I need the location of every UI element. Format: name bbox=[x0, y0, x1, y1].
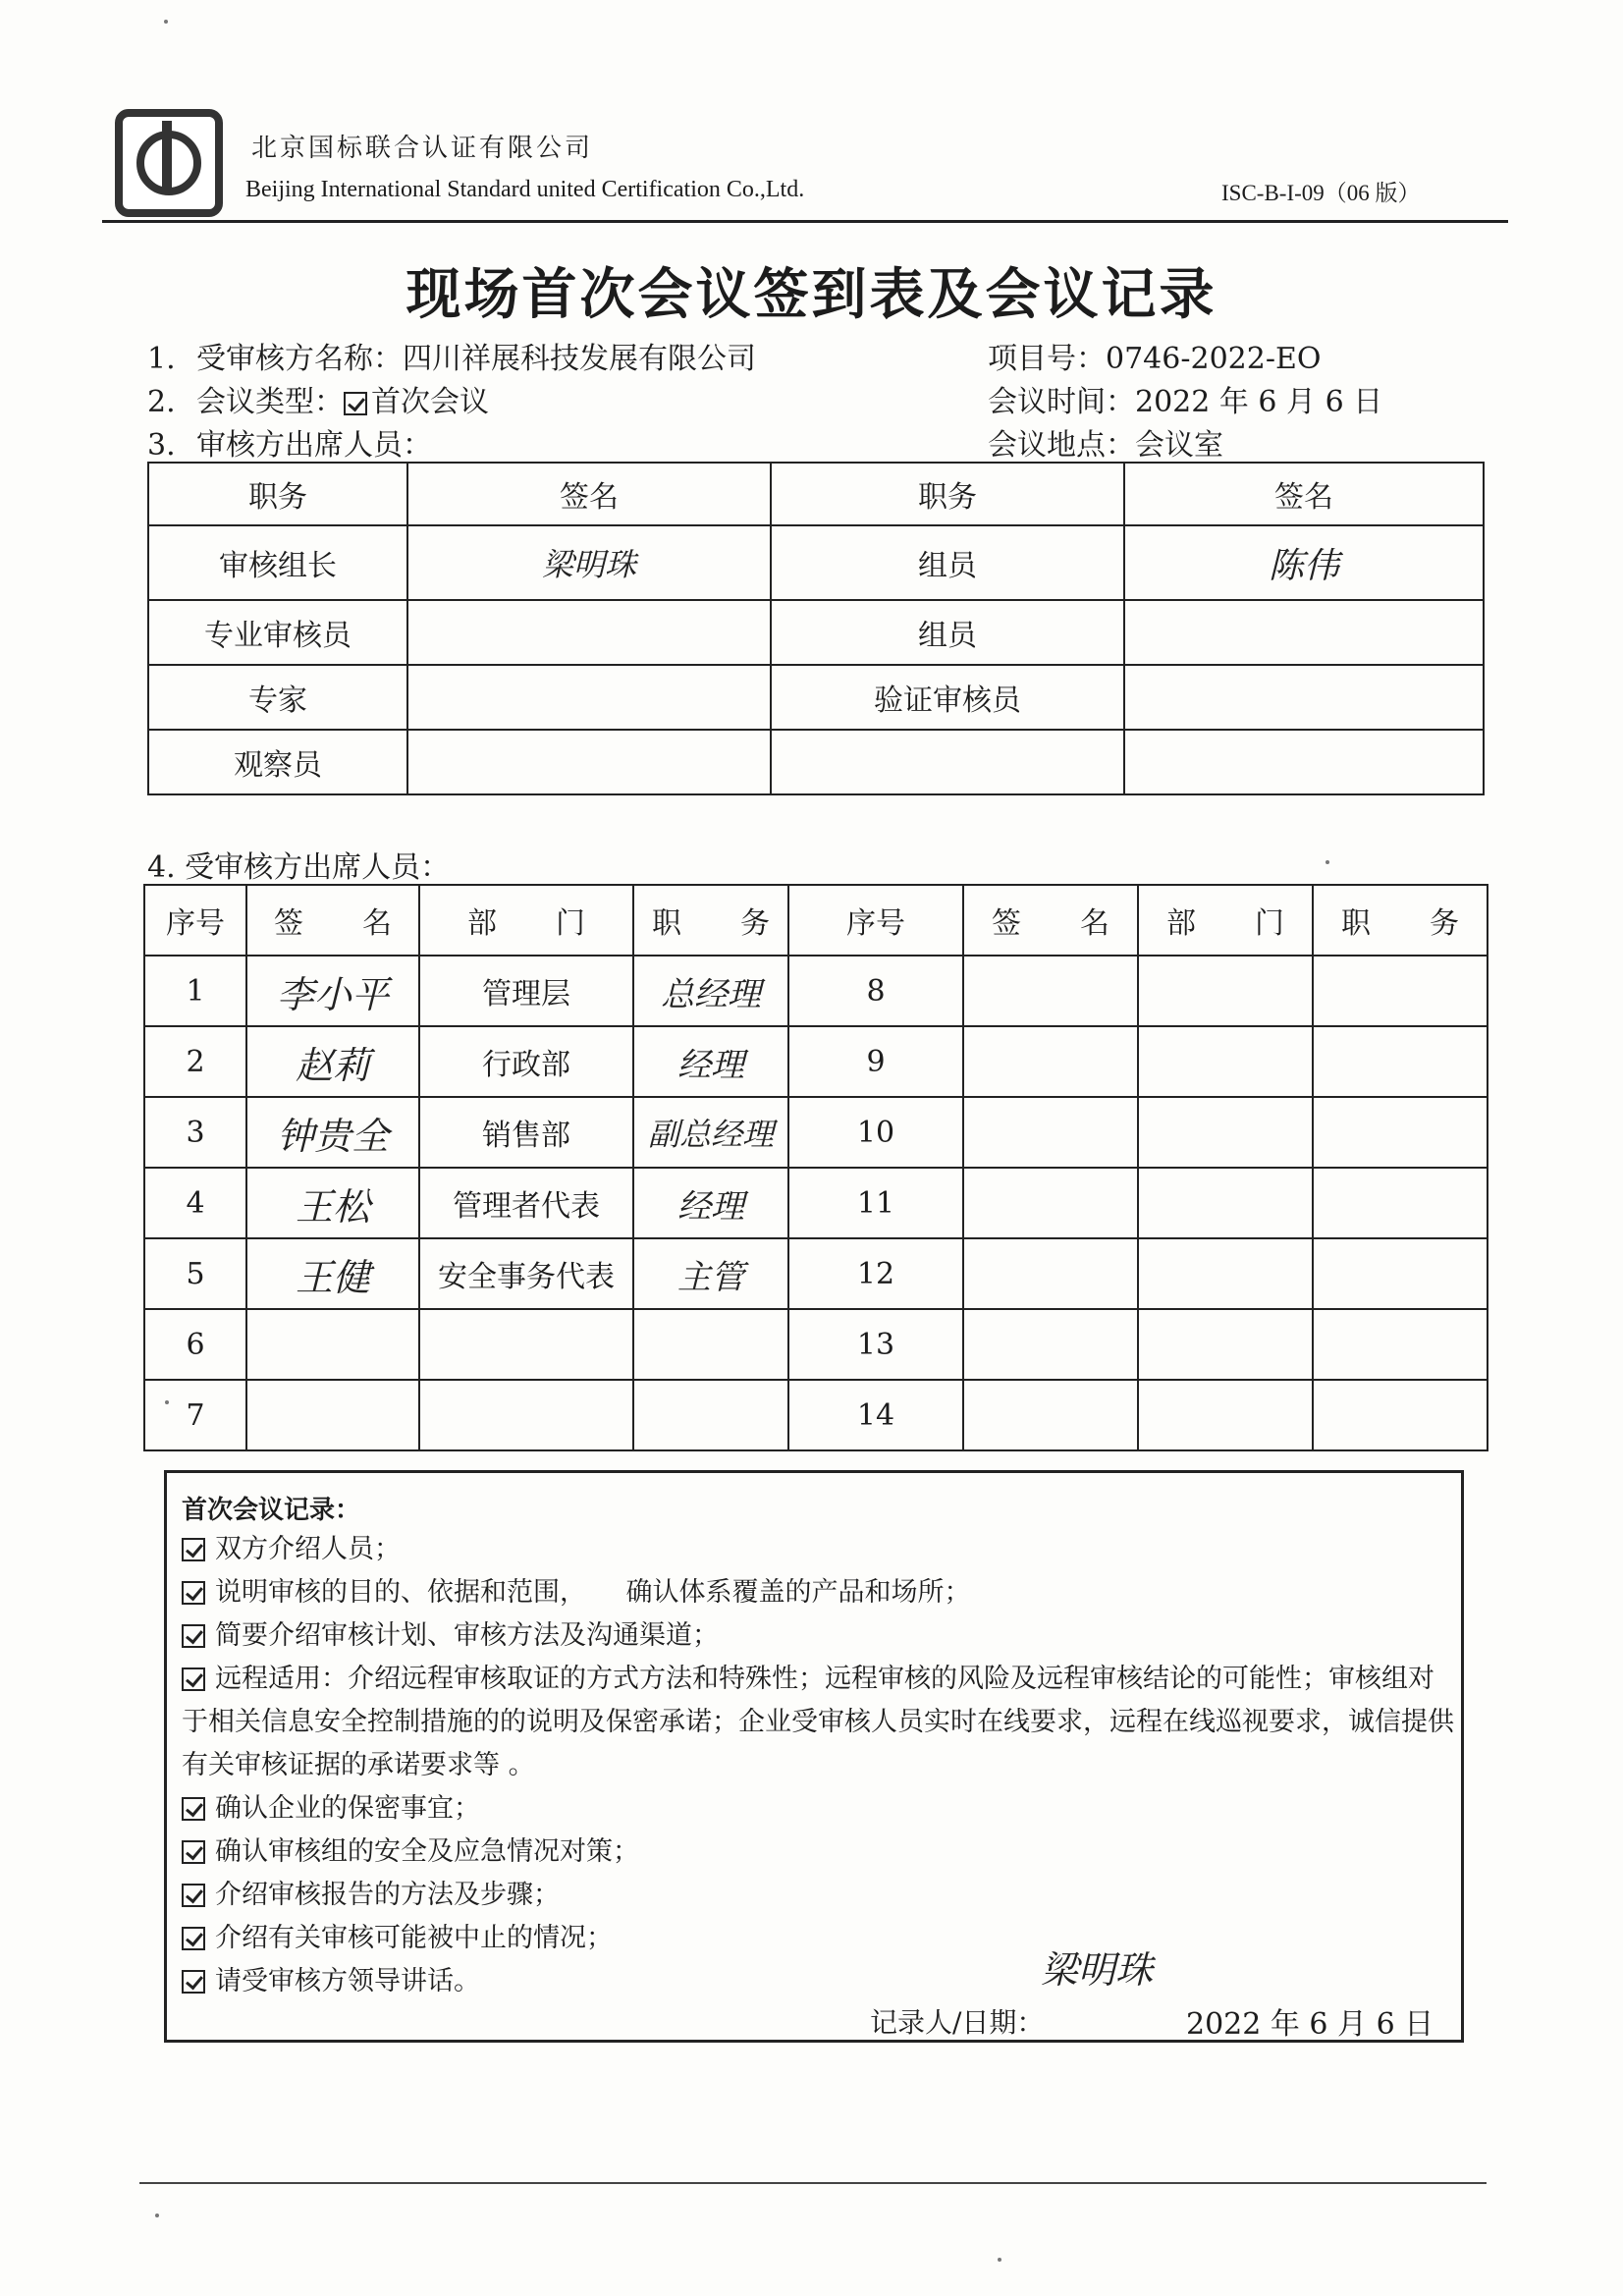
record-item-text: 请受审核方领导讲话。 bbox=[215, 1966, 480, 1996]
project-label: 项目号： bbox=[988, 342, 1106, 376]
auditee-label: 受审核方名称： bbox=[196, 342, 403, 376]
document-code: ISC-B-I-09（06 版） bbox=[1221, 181, 1421, 205]
table-row bbox=[144, 1168, 1488, 1238]
table-header-row bbox=[144, 885, 1488, 956]
header-role: 职务 bbox=[148, 463, 407, 525]
record-title: 首次会议记录： bbox=[182, 1496, 361, 1525]
position-cell: 经理 bbox=[633, 1168, 788, 1238]
company-logo bbox=[115, 109, 223, 217]
seq-cell: 7 bbox=[144, 1380, 246, 1450]
auditee-attendance-table bbox=[143, 884, 1488, 1451]
position-cell bbox=[1313, 1026, 1488, 1097]
seq-cell: 8 bbox=[788, 956, 963, 1026]
footer-divider bbox=[139, 2182, 1487, 2184]
auditee-attendees-label: 4. 受审核方出席人员： bbox=[147, 850, 451, 885]
signature-cell: 陈伟 bbox=[1124, 525, 1484, 600]
seq-cell: 6 bbox=[144, 1309, 246, 1380]
department-cell bbox=[419, 1309, 633, 1380]
seq-cell: 9 bbox=[788, 1026, 963, 1097]
table-row bbox=[144, 1097, 1488, 1168]
signature-cell: 梁明珠 bbox=[407, 525, 771, 600]
header-signature: 签 名 bbox=[963, 885, 1138, 956]
record-item bbox=[182, 1528, 1458, 1571]
seq-cell: 2 bbox=[144, 1026, 246, 1097]
department-cell bbox=[1138, 1380, 1313, 1450]
seq-cell: 12 bbox=[788, 1238, 963, 1309]
role-cell bbox=[771, 730, 1124, 794]
department-cell bbox=[1138, 1309, 1313, 1380]
seq-cell: 14 bbox=[788, 1380, 963, 1450]
checkbox-checked-icon bbox=[182, 1840, 205, 1864]
table-row bbox=[148, 600, 1484, 665]
department-cell: 行政部 bbox=[419, 1026, 633, 1097]
position-cell: 主管 bbox=[633, 1238, 788, 1309]
company-name-cn: 北京国标联合认证有限公司 bbox=[251, 134, 594, 163]
role-cell: 审核组长 bbox=[148, 525, 407, 600]
record-item-text: 双方介绍人员； bbox=[215, 1534, 401, 1564]
department-cell bbox=[1138, 1238, 1313, 1309]
record-item-text: 简要介绍审核计划、审核方法及沟通渠道； bbox=[215, 1620, 719, 1651]
item-number: 3. bbox=[147, 428, 176, 463]
role-cell: 观察员 bbox=[148, 730, 407, 794]
record-item bbox=[182, 1960, 1458, 2003]
position-cell: 经理 bbox=[633, 1026, 788, 1097]
record-item-text: 介绍审核报告的方法及步骤； bbox=[215, 1880, 560, 1910]
signature-cell: 李小平 bbox=[246, 956, 419, 1026]
record-item bbox=[182, 1917, 1458, 1960]
table-row bbox=[144, 956, 1488, 1026]
department-cell bbox=[1138, 1168, 1313, 1238]
record-item bbox=[182, 1874, 1458, 1917]
scan-speck bbox=[155, 2214, 159, 2217]
seq-cell: 1 bbox=[144, 956, 246, 1026]
auditee-name-line bbox=[147, 334, 756, 377]
role-cell: 验证审核员 bbox=[771, 665, 1124, 730]
position-cell bbox=[1313, 956, 1488, 1026]
seq-cell: 4 bbox=[144, 1168, 246, 1238]
meeting-type-value: 首次会议 bbox=[371, 385, 489, 419]
role-cell: 组员 bbox=[771, 600, 1124, 665]
logo-bar-icon bbox=[162, 121, 172, 191]
header-signature: 签名 bbox=[407, 463, 771, 525]
signature-cell bbox=[963, 1380, 1138, 1450]
header-department: 部 门 bbox=[419, 885, 633, 956]
checkbox-checked-icon bbox=[182, 1797, 205, 1821]
record-item-text: 远程适用：介绍远程审核取证的方式方法和特殊性；远程审核的风险及远程审核结论的可能性；审核组对于相关信息安全控制措施的的说明及保密承诺；企业受审核人员实时在线要求，远程在线巡视要求，诚信提供有关审核证据的承诺要求等 。 bbox=[182, 1664, 1454, 1780]
meeting-location-value: 会议室 bbox=[1135, 428, 1223, 463]
signature-cell bbox=[963, 1168, 1138, 1238]
seq-cell: 5 bbox=[144, 1238, 246, 1309]
position-cell bbox=[633, 1309, 788, 1380]
header-role: 职务 bbox=[771, 463, 1124, 525]
table-row bbox=[148, 730, 1484, 794]
position-cell bbox=[633, 1380, 788, 1450]
table-row bbox=[148, 525, 1484, 600]
table-row bbox=[144, 1026, 1488, 1097]
checkbox-checked-icon bbox=[182, 1884, 205, 1907]
meeting-location-line bbox=[988, 420, 1223, 464]
role-cell: 专业审核员 bbox=[148, 600, 407, 665]
seq-cell: 3 bbox=[144, 1097, 246, 1168]
header-position: 职 务 bbox=[633, 885, 788, 956]
scan-speck bbox=[164, 20, 168, 24]
record-item bbox=[182, 1831, 1458, 1874]
scan-speck bbox=[998, 2258, 1001, 2262]
meeting-time-line bbox=[988, 377, 1382, 420]
scan-speck bbox=[165, 1400, 169, 1404]
recorder-date: 2022 年 6 月 6 日 bbox=[1186, 2007, 1434, 2042]
signature-cell bbox=[407, 665, 771, 730]
signature-cell bbox=[407, 730, 771, 794]
checkbox-checked-icon bbox=[182, 1667, 205, 1691]
header-seq: 序号 bbox=[788, 885, 963, 956]
position-cell: 副总经理 bbox=[633, 1097, 788, 1168]
auditor-attendance-table bbox=[147, 462, 1485, 795]
header-position: 职 务 bbox=[1313, 885, 1488, 956]
company-name-en: Beijing International Standard united Certification Co.,Ltd. bbox=[245, 177, 805, 202]
position-cell bbox=[1313, 1097, 1488, 1168]
position-cell: 总经理 bbox=[633, 956, 788, 1026]
record-item bbox=[182, 1571, 1458, 1614]
record-item-text: 说明审核的目的、依据和范围， 确认体系覆盖的产品和场所； bbox=[215, 1577, 971, 1608]
checkbox-checked-icon bbox=[182, 1624, 205, 1648]
table-row bbox=[144, 1380, 1488, 1450]
record-item-remote bbox=[182, 1658, 1458, 1787]
signature-cell bbox=[963, 1238, 1138, 1309]
recorder-signature: 梁明珠 bbox=[1041, 1948, 1154, 1992]
position-cell bbox=[1313, 1168, 1488, 1238]
position-cell bbox=[1313, 1238, 1488, 1309]
record-item-text: 确认审核组的安全及应急情况对策； bbox=[215, 1836, 639, 1867]
header-department: 部 门 bbox=[1138, 885, 1313, 956]
signature-cell: 王松 bbox=[246, 1168, 419, 1238]
seq-cell: 11 bbox=[788, 1168, 963, 1238]
position-cell bbox=[1313, 1309, 1488, 1380]
meeting-time-value: 2022 年 6 月 6 日 bbox=[1135, 385, 1383, 419]
table-header-row bbox=[148, 463, 1484, 525]
checkbox-checked-icon bbox=[344, 392, 367, 415]
department-cell bbox=[419, 1380, 633, 1450]
recorder-label: 记录人/日期： bbox=[870, 2006, 1045, 2039]
department-cell bbox=[1138, 1026, 1313, 1097]
department-cell: 管理层 bbox=[419, 956, 633, 1026]
table-row bbox=[144, 1238, 1488, 1309]
checkbox-checked-icon bbox=[182, 1538, 205, 1561]
scan-speck bbox=[1325, 860, 1329, 864]
meeting-type-label: 会议类型： bbox=[196, 385, 344, 419]
header-divider bbox=[102, 220, 1508, 223]
signature-cell bbox=[1124, 600, 1484, 665]
record-item-text: 介绍有关审核可能被中止的情况； bbox=[215, 1923, 613, 1953]
auditor-attendees-label: 审核方出席人员： bbox=[196, 428, 432, 463]
signature-cell bbox=[407, 600, 771, 665]
department-cell: 销售部 bbox=[419, 1097, 633, 1168]
role-cell: 组员 bbox=[771, 525, 1124, 600]
signature-cell bbox=[963, 956, 1138, 1026]
signature-cell bbox=[963, 1026, 1138, 1097]
header-seq: 序号 bbox=[144, 885, 246, 956]
header-signature: 签名 bbox=[1124, 463, 1484, 525]
table-row bbox=[148, 665, 1484, 730]
checkbox-checked-icon bbox=[182, 1970, 205, 1994]
header-signature: 签 名 bbox=[246, 885, 419, 956]
page-title: 现场首次会议签到表及会议记录 bbox=[406, 263, 1217, 327]
item-number: 2. bbox=[147, 385, 176, 419]
record-item bbox=[182, 1614, 1458, 1658]
meeting-location-label: 会议地点： bbox=[988, 428, 1135, 463]
meeting-type-line bbox=[147, 377, 489, 420]
signature-cell bbox=[1124, 665, 1484, 730]
checkbox-checked-icon bbox=[182, 1927, 205, 1950]
department-cell: 管理者代表 bbox=[419, 1168, 633, 1238]
record-item bbox=[182, 1787, 1458, 1831]
signature-cell bbox=[963, 1309, 1138, 1380]
project-number-line bbox=[988, 334, 1321, 377]
item-number: 1. bbox=[147, 342, 176, 376]
meeting-time-label: 会议时间： bbox=[988, 385, 1135, 419]
department-cell bbox=[1138, 956, 1313, 1026]
role-cell: 专家 bbox=[148, 665, 407, 730]
signature-cell bbox=[246, 1380, 419, 1450]
project-value: 0746-2022-EO bbox=[1106, 342, 1322, 376]
signature-cell: 王健 bbox=[246, 1238, 419, 1309]
department-cell: 安全事务代表 bbox=[419, 1238, 633, 1309]
department-cell bbox=[1138, 1097, 1313, 1168]
record-item-text: 确认企业的保密事宜； bbox=[215, 1793, 480, 1824]
seq-cell: 10 bbox=[788, 1097, 963, 1168]
signature-cell: 赵莉 bbox=[246, 1026, 419, 1097]
auditee-value: 四川祥展科技发展有限公司 bbox=[403, 342, 756, 376]
signature-cell bbox=[1124, 730, 1484, 794]
checkbox-checked-icon bbox=[182, 1581, 205, 1605]
signature-cell bbox=[963, 1097, 1138, 1168]
signature-cell bbox=[246, 1309, 419, 1380]
position-cell bbox=[1313, 1380, 1488, 1450]
seq-cell: 13 bbox=[788, 1309, 963, 1380]
table-row bbox=[144, 1309, 1488, 1380]
signature-cell: 钟贵全 bbox=[246, 1097, 419, 1168]
auditor-attendees-line bbox=[147, 420, 432, 464]
